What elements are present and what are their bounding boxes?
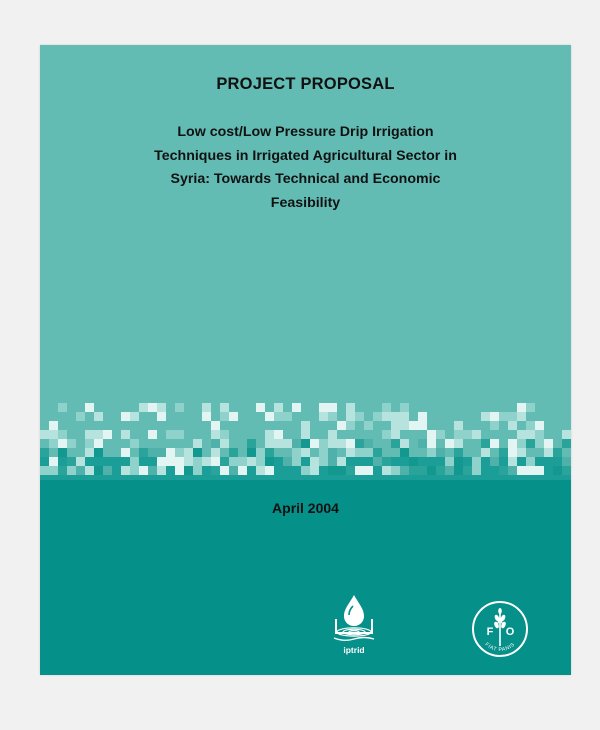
mosaic-tile (508, 457, 517, 466)
mosaic-tile (418, 412, 427, 421)
mosaic-tile (526, 439, 535, 448)
mosaic-tile (247, 439, 256, 448)
mosaic-tile (346, 439, 355, 448)
mosaic-tile (193, 457, 202, 466)
mosaic-tile (553, 448, 562, 457)
mosaic-tile (436, 448, 445, 457)
mosaic-tile (103, 430, 112, 439)
mosaic-tile (382, 412, 391, 421)
mosaic-tile (184, 448, 193, 457)
mosaic-tile (562, 439, 571, 448)
mosaic-tile (256, 448, 265, 457)
mosaic-tile (400, 403, 409, 412)
mosaic-tile (535, 466, 544, 475)
mosaic-tile (418, 421, 427, 430)
mosaic-tile (157, 457, 166, 466)
mosaic-tile (472, 457, 481, 466)
mosaic-tile (472, 466, 481, 475)
mosaic-tile (454, 430, 463, 439)
mosaic-tile (184, 466, 193, 475)
mosaic-tile (526, 403, 535, 412)
mosaic-tile (247, 448, 256, 457)
mosaic-tile (391, 421, 400, 430)
mosaic-tile (490, 421, 499, 430)
mosaic-tile (373, 412, 382, 421)
mosaic-tile (121, 448, 130, 457)
mosaic-tile (310, 466, 319, 475)
mosaic-tile (526, 457, 535, 466)
mosaic-tile (247, 457, 256, 466)
mosaic-tile (508, 448, 517, 457)
mosaic-tile (211, 439, 220, 448)
mosaic-tile (157, 466, 166, 475)
mosaic-tile (220, 457, 229, 466)
mosaic-tile (346, 421, 355, 430)
mosaic-tile (445, 439, 454, 448)
mosaic-tile (229, 466, 238, 475)
title-line-3: Syria: Towards Technical and Economic (170, 171, 441, 187)
mosaic-tile (454, 439, 463, 448)
mosaic-tile (265, 466, 274, 475)
cover-page (40, 45, 571, 675)
mosaic-tile (58, 439, 67, 448)
mosaic-tile (148, 448, 157, 457)
mosaic-tile (508, 466, 517, 475)
mosaic-tile (184, 457, 193, 466)
mosaic-tile (499, 448, 508, 457)
mosaic-tile (382, 430, 391, 439)
mosaic-tile (175, 403, 184, 412)
mosaic-tile (121, 430, 130, 439)
mosaic-tile (49, 439, 58, 448)
mosaic-tile (148, 430, 157, 439)
mosaic-tile (67, 457, 76, 466)
mosaic-tile (40, 448, 49, 457)
mosaic-tile (148, 466, 157, 475)
mosaic-tile (211, 421, 220, 430)
mosaic-tile (139, 466, 148, 475)
mosaic-tile (157, 403, 166, 412)
mosaic-tile (517, 466, 526, 475)
mosaic-tile (211, 448, 220, 457)
mosaic-tile (67, 466, 76, 475)
mosaic-tile (382, 466, 391, 475)
mosaic-tile (256, 403, 265, 412)
mosaic-tile (301, 466, 310, 475)
iptrid-label: iptrid (343, 645, 365, 655)
mosaic-tile (166, 448, 175, 457)
mosaic-tile (364, 421, 373, 430)
mosaic-tile (121, 412, 130, 421)
mosaic-tile (418, 466, 427, 475)
mosaic-tile (328, 439, 337, 448)
mosaic-tile (58, 448, 67, 457)
mosaic-tile (364, 466, 373, 475)
mosaic-tile (229, 457, 238, 466)
title-line-4: Feasibility (270, 194, 341, 211)
mosaic-tile (157, 448, 166, 457)
mosaic-tile (508, 412, 517, 421)
mosaic-tile (76, 457, 85, 466)
mosaic-tile (562, 430, 571, 439)
proposal-title (95, 121, 516, 215)
mosaic-tile (517, 439, 526, 448)
mosaic-tile (76, 412, 85, 421)
fao-letter-o: O (505, 626, 515, 638)
mosaic-tile (220, 412, 229, 421)
mosaic-tile (400, 439, 409, 448)
mosaic-tile (274, 412, 283, 421)
mosaic-tile (418, 439, 427, 448)
mosaic-tile (346, 466, 355, 475)
mosaic-tile (256, 457, 265, 466)
fao-logo (471, 600, 529, 658)
mosaic-tile (337, 466, 346, 475)
mosaic-tile (130, 439, 139, 448)
mosaic-tile (193, 448, 202, 457)
mosaic-tile (94, 430, 103, 439)
mosaic-tile (130, 457, 139, 466)
mosaic-tile (211, 457, 220, 466)
mosaic-tile (526, 430, 535, 439)
mosaic-tile (319, 457, 328, 466)
mosaic-tile (175, 466, 184, 475)
mosaic-tile (67, 439, 76, 448)
mosaic-tile (148, 403, 157, 412)
mosaic-tile (481, 439, 490, 448)
mosaic-tile (517, 403, 526, 412)
mosaic-tile (445, 457, 454, 466)
mosaic-tile (391, 430, 400, 439)
mosaic-tile (463, 466, 472, 475)
mosaic-tile (409, 457, 418, 466)
mosaic-tile (355, 466, 364, 475)
mosaic-tile (130, 412, 139, 421)
mosaic-tile (301, 430, 310, 439)
mosaic-tile (175, 448, 184, 457)
mosaic-tile (49, 466, 58, 475)
mosaic-tile (166, 430, 175, 439)
mosaic-tile (409, 421, 418, 430)
mosaic-tile (562, 457, 571, 466)
mosaic-tile (400, 448, 409, 457)
mosaic-tile (490, 412, 499, 421)
mosaic-tile (193, 439, 202, 448)
mosaic-tile (427, 466, 436, 475)
mosaic-tile (310, 457, 319, 466)
mosaic-tile (337, 439, 346, 448)
mosaic-tile (193, 466, 202, 475)
mosaic-tile (292, 457, 301, 466)
mosaic-tile (373, 448, 382, 457)
mosaic-tile (301, 439, 310, 448)
mosaic-tile (517, 430, 526, 439)
mosaic-tile (355, 448, 364, 457)
mosaic-tile (76, 466, 85, 475)
title-line-2: Techniques in Irrigated Agricultural Sector in (154, 147, 457, 164)
mosaic-tile (94, 439, 103, 448)
mosaic-tile (328, 448, 337, 457)
mosaic-tile (265, 412, 274, 421)
mosaic-tile (463, 430, 472, 439)
mosaic-tile (562, 466, 571, 475)
fao-letter-a: A (496, 616, 504, 626)
mosaic-tile (382, 403, 391, 412)
mosaic-tile (364, 439, 373, 448)
mosaic-tile (328, 412, 337, 421)
mosaic-tile (139, 448, 148, 457)
mosaic-tile (436, 466, 445, 475)
mosaic-tile (283, 457, 292, 466)
mosaic-tile (49, 421, 58, 430)
mosaic-tile (238, 466, 247, 475)
mosaic-tile (382, 457, 391, 466)
mosaic-tile (220, 430, 229, 439)
mosaic-tile (229, 412, 238, 421)
mosaic-tile (85, 439, 94, 448)
fao-letter-f: F (486, 626, 494, 638)
mosaic-tile (535, 421, 544, 430)
mosaic-tile (391, 412, 400, 421)
mosaic-tile (508, 421, 517, 430)
mosaic-tile (40, 466, 49, 475)
mosaic-tile (283, 439, 292, 448)
mosaic-tile (526, 421, 535, 430)
mosaic-tile (292, 439, 301, 448)
mosaic-tile (427, 439, 436, 448)
mosaic-tile (49, 457, 58, 466)
mosaic-tile (265, 457, 274, 466)
mosaic-tile (337, 457, 346, 466)
mosaic-tile (553, 466, 562, 475)
mosaic-tile (301, 421, 310, 430)
mosaic-tile (40, 430, 49, 439)
mosaic-tile (175, 430, 184, 439)
mosaic-tile (526, 466, 535, 475)
mosaic-tile (499, 412, 508, 421)
mosaic-tile (373, 457, 382, 466)
mosaic-tile (319, 412, 328, 421)
mosaic-tile (454, 421, 463, 430)
mosaic-tile (517, 412, 526, 421)
mosaic-tile (94, 466, 103, 475)
mosaic-tile (544, 439, 553, 448)
mosaic-tile (220, 403, 229, 412)
mosaic-tile (427, 430, 436, 439)
mosaic-tile (58, 430, 67, 439)
mosaic-tile (220, 466, 229, 475)
mosaic-tile (346, 448, 355, 457)
mosaic-tile (85, 403, 94, 412)
mosaic-tile (517, 448, 526, 457)
mosaic-tile (481, 448, 490, 457)
mosaic-tile (337, 421, 346, 430)
mosaic-tile (265, 439, 274, 448)
mosaic-tile (130, 466, 139, 475)
mosaic-tile (310, 439, 319, 448)
mosaic-tile (481, 412, 490, 421)
mosaic-tile (454, 466, 463, 475)
mosaic-tile (211, 430, 220, 439)
mosaic-tile (202, 403, 211, 412)
mosaic-tile (355, 439, 364, 448)
mosaic-tile (328, 430, 337, 439)
mosaic-tile (427, 448, 436, 457)
mosaic-tile (121, 466, 130, 475)
mosaic-tile (535, 439, 544, 448)
mosaic-tile (94, 412, 103, 421)
mosaic-tile (319, 403, 328, 412)
mosaic-tile (157, 412, 166, 421)
mosaic-tile (328, 466, 337, 475)
mosaic-tile (85, 448, 94, 457)
mosaic-tile (238, 457, 247, 466)
mosaic-tile (355, 412, 364, 421)
mosaic-tile (211, 466, 220, 475)
mosaic-tile (202, 457, 211, 466)
mosaic-tile (292, 448, 301, 457)
mosaic-tile (220, 439, 229, 448)
fao-motto: FIAT PANIS (483, 641, 517, 654)
mosaic-tile (364, 448, 373, 457)
mosaic-tile (58, 466, 67, 475)
mosaic-tile (400, 466, 409, 475)
mosaic-tile (328, 403, 337, 412)
mosaic-tile (85, 430, 94, 439)
mosaic-tile (139, 403, 148, 412)
mosaic-tile (319, 448, 328, 457)
proposal-date: April 2004 (272, 500, 339, 516)
water-drop-icon (334, 595, 374, 640)
mosaic-tile (400, 412, 409, 421)
mosaic-tile (274, 430, 283, 439)
mosaic-tile (400, 421, 409, 430)
mosaic-tile (346, 403, 355, 412)
mosaic-tile (58, 403, 67, 412)
mosaic-tile (346, 412, 355, 421)
mosaic-tile (319, 439, 328, 448)
mosaic-tile (256, 466, 265, 475)
mosaic-tile (535, 430, 544, 439)
mosaic-tile (166, 457, 175, 466)
mosaic-tile (292, 403, 301, 412)
mosaic-tile (436, 430, 445, 439)
mosaic-tile (202, 412, 211, 421)
mosaic-tile (94, 448, 103, 457)
mosaic-tile (544, 448, 553, 457)
mosaic-tile (175, 457, 184, 466)
mosaic-tile (454, 457, 463, 466)
mosaic-tile (85, 466, 94, 475)
mosaic-tile (445, 466, 454, 475)
mosaic-tile (499, 466, 508, 475)
mosaic-tile (490, 439, 499, 448)
mosaic-tile (409, 466, 418, 475)
mosaic-tile (229, 448, 238, 457)
mosaic-tile (49, 430, 58, 439)
mosaic-tile (274, 439, 283, 448)
mosaic-tile (103, 466, 112, 475)
mosaic-tile (490, 457, 499, 466)
mosaic-tile (472, 430, 481, 439)
mosaic-tile (328, 457, 337, 466)
mosaic-tile (265, 448, 274, 457)
page-heading: PROJECT PROPOSAL (216, 75, 395, 93)
mosaic-tile (454, 448, 463, 457)
mosaic-tile (391, 439, 400, 448)
mosaic-tile (283, 412, 292, 421)
mosaic-tile (274, 403, 283, 412)
mosaic-tile (265, 430, 274, 439)
title-line-1: Low cost/Low Pressure Drip Irrigation (177, 124, 434, 140)
mosaic-tile (391, 466, 400, 475)
mosaic-tile (508, 439, 517, 448)
mosaic-tile (301, 448, 310, 457)
